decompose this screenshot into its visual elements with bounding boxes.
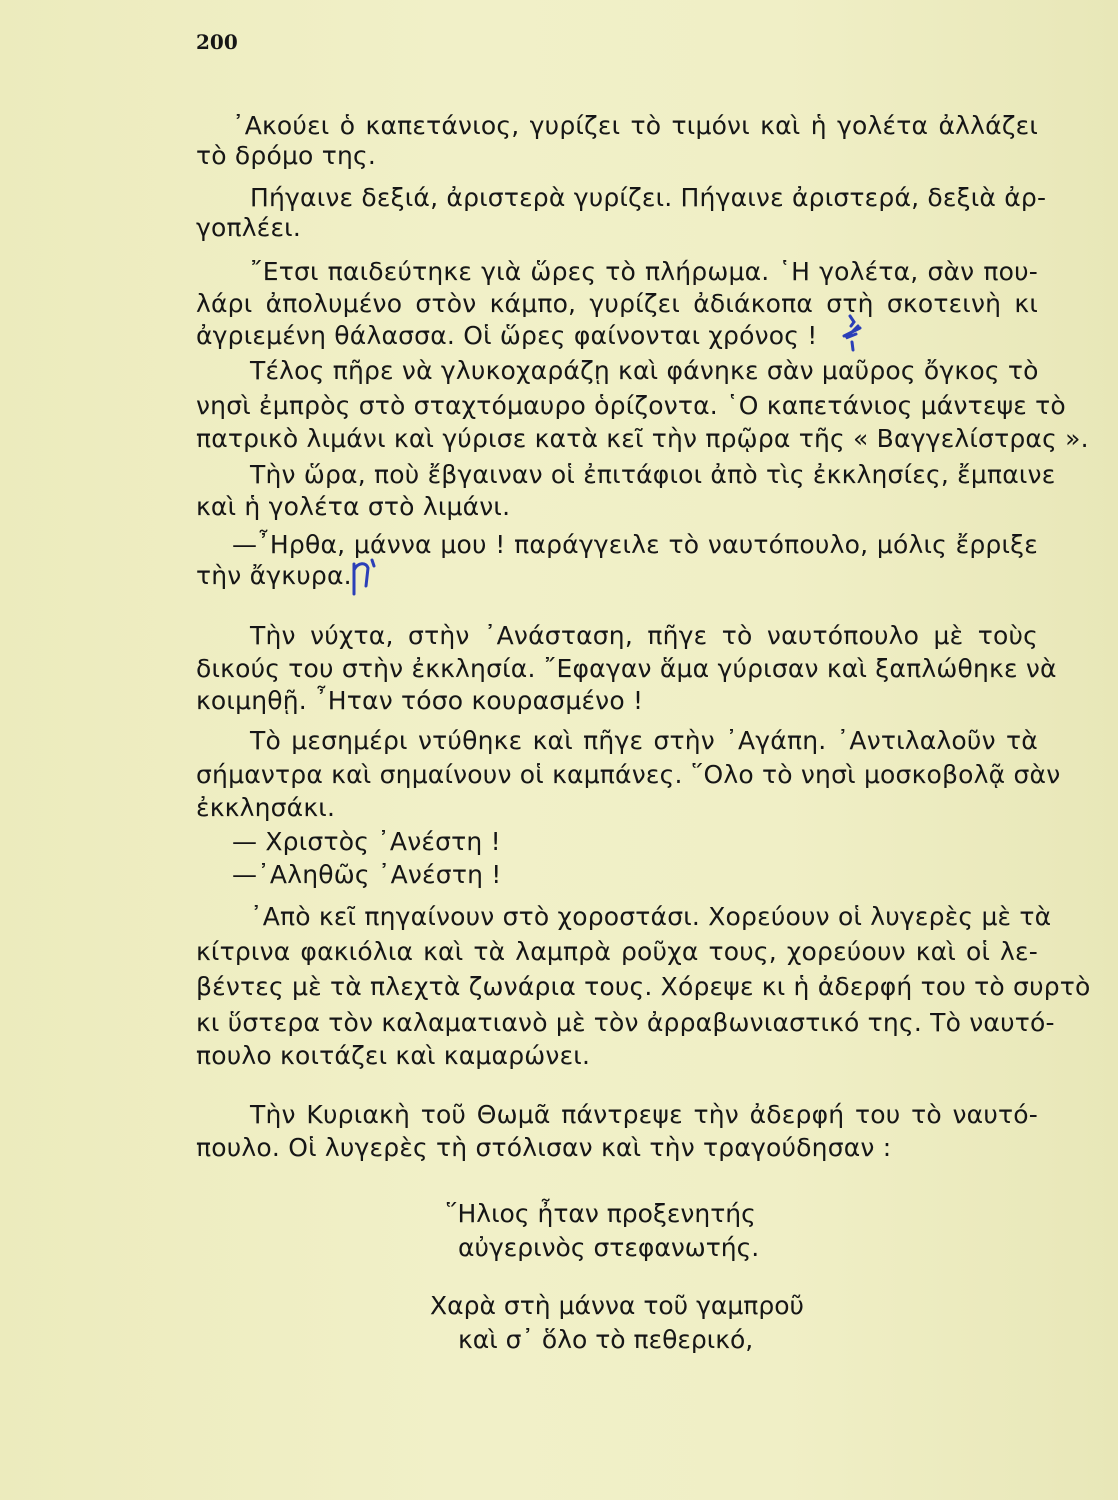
text-line: ᾿Ακούει ὁ καπετάνιος, γυρίζει τὸ τιμόνι καὶ ἡ γολέτα ἀλλάζει	[232, 111, 1038, 140]
verse-line: καὶ σ᾿ ὅλο τὸ πεθερικό,	[458, 1325, 754, 1354]
text-line: κοιμηθῇ. ῏Ηταν τόσο κουρασμένο !	[196, 686, 644, 715]
text-line: Τὴν νύχτα, στὴν ᾿Ανάσταση, πῆγε τὸ ναυτόπουλο μὲ τοὺς	[250, 621, 1038, 650]
text-line: σήμαντρα καὶ σημαίνουν οἱ καμπάνες. ῞Ολο τὸ νησὶ μοσκοβολᾷ σὰν	[196, 760, 1061, 789]
text-line: καὶ ἡ γολέτα στὸ λιμάνι.	[196, 492, 511, 521]
page-number: 200	[196, 30, 238, 54]
text-line: — Χριστὸς ᾿Ανέστη !	[232, 827, 501, 856]
text-line: Τὴν ὥρα, ποὺ ἔβγαιναν οἱ ἐπιτάφιοι ἀπὸ τὶς ἐκκλησίες, ἔμπαινε	[250, 460, 1056, 489]
text-line: ἐκκλησάκι.	[196, 793, 336, 822]
text-line: κι ὕστερα τὸν καλαματιανὸ μὲ τὸν ἀρραβωνιαστικό της. Τὸ ναυτό-	[196, 1008, 1055, 1037]
text-line: τὸ δρόμο της.	[196, 141, 377, 170]
text-line: ᾿Απὸ κεῖ πηγαίνουν στὸ χοροστάσι. Χορεύουν οἱ λυγερὲς μὲ τὰ	[250, 902, 1052, 931]
text-line: Τὸ μεσημέρι ντύθηκε καὶ πῆγε στὴν ᾿Αγάπη. ᾿Αντιλαλοῦν τὰ	[250, 726, 1038, 755]
text-line: Τέλος πῆρε νὰ γλυκοχαράζῃ καὶ φάνηκε σὰν μαῦρος ὄγκος τὸ	[250, 356, 1039, 385]
text-line: ἀγριεμένη θάλασσα. Οἱ ὥρες φαίνονται χρόνος !	[196, 321, 818, 350]
text-line: ῎Ετσι παιδεύτηκε γιὰ ὥρες τὸ πλήρωμα. ῾Η γολέτα, σὰν που-	[250, 257, 1038, 286]
text-line: Πήγαινε δεξιά, ἀριστερὰ γυρίζει. Πήγαινε ἀριστερά, δεξιὰ ἀρ-	[250, 183, 1047, 212]
text-line: Τὴν Κυριακὴ τοῦ Θωμᾶ πάντρεψε τὴν ἀδερφή του τὸ ναυτό-	[250, 1100, 1038, 1129]
ink-mark-icon	[838, 312, 868, 358]
verse-line: ῞Ηλιος ἦταν προξενητής	[445, 1199, 756, 1228]
text-line: δικούς του στὴν ἐκκλησία. ῎Εφαγαν ἅμα γύρισαν καὶ ξαπλώθηκε νὰ	[196, 654, 1057, 683]
text-line: —῏Ηρθα, μάννα μου ! παράγγειλε τὸ ναυτόπουλο, μόλις ἔρριξε	[232, 530, 1038, 559]
verse-line: αὐγερινὸς στεφανωτής.	[458, 1233, 760, 1262]
text-line: κίτρινα φακιόλια καὶ τὰ λαμπρὰ ροῦχα τους, χορεύουν καὶ οἱ λε-	[196, 937, 1038, 966]
text-line: πουλο κοιτάζει καὶ καμαρώνει.	[196, 1041, 591, 1070]
text-line: γοπλέει.	[196, 213, 301, 242]
text-line: νησὶ ἐμπρὸς στὸ σταχτόμαυρο ὁρίζοντα. ῾Ο καπετάνιος μάντεψε τὸ	[196, 391, 1066, 420]
verse-line: Χαρὰ στὴ μάννα τοῦ γαμπροῦ	[430, 1291, 804, 1320]
text-line: βέντες μὲ τὰ πλεχτὰ ζωνάρια τους. Χόρεψε κι ἡ ἀδερφή του τὸ συρτὸ	[196, 972, 1091, 1001]
text-line: —᾿Αληθῶς ᾿Ανέστη !	[232, 860, 502, 889]
text-line: πατρικὸ λιμάνι καὶ γύρισε κατὰ κεῖ τὴν πρῷρα τῆς « Βαγγελίστρας ».	[196, 424, 1089, 453]
text-line: τὴν ἄγκυρα.	[196, 561, 352, 590]
text-line: πουλο. Οἱ λυγερὲς τὴ στόλισαν καὶ τὴν τραγούδησαν :	[196, 1133, 892, 1162]
ink-mark-icon	[348, 556, 378, 598]
text-line: λάρι ἀπολυμένο στὸν κάμπο, γυρίζει ἀδιάκοπα στὴ σκοτεινὴ κι	[196, 289, 1038, 318]
